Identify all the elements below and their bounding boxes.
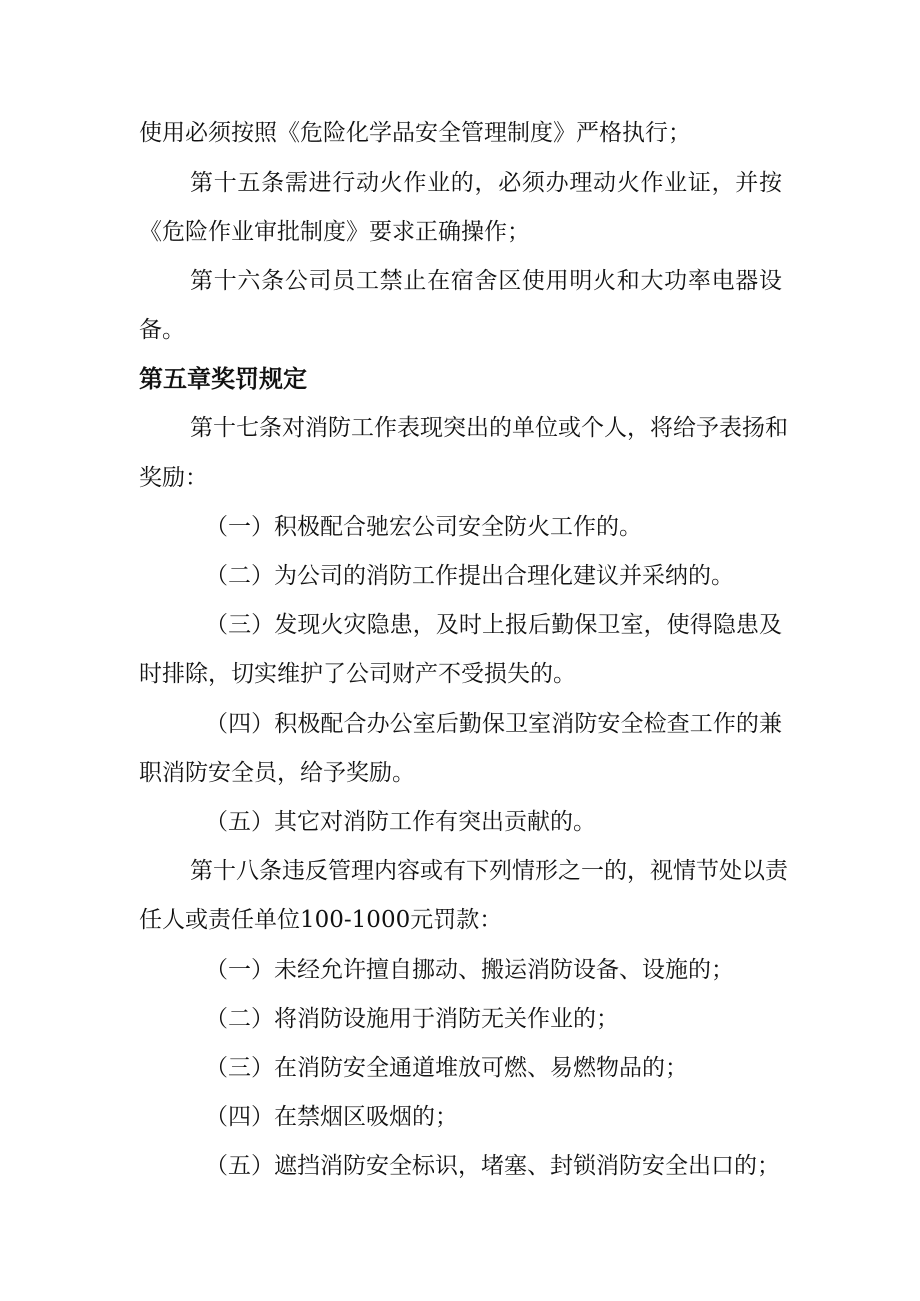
text-line: 第十八条违反管理内容或有下列情形之一的，视情节处以责 — [190, 858, 788, 884]
text-line: 使用必须按照《危险化学品安全管理制度》严格执行； — [139, 120, 691, 146]
text-line: 奖励： — [139, 465, 208, 491]
list-item: （三）在消防安全通道堆放可燃、易燃物品的； — [205, 1055, 688, 1081]
text-line: 任人或责任单位100-1000元罚款： — [139, 907, 503, 933]
section-heading: 第五章奖罚规定 — [139, 365, 307, 393]
list-item: （一）积极配合驰宏公司安全防火工作的。 — [205, 514, 642, 540]
list-item: （二）为公司的消防工作提出合理化建议并采纳的。 — [205, 563, 734, 589]
text-line: 第十七条对消防工作表现突出的单位或个人，将给予表扬和 — [190, 415, 788, 441]
text-line: 第十六条公司员工禁止在宿舍区使用明火和大功率电器设 — [190, 268, 782, 294]
text-line: 时排除，切实维护了公司财产不受损失的。 — [139, 661, 576, 687]
text-line: 备。 — [139, 317, 185, 343]
text-line: 职消防安全员，给予奖励。 — [139, 760, 415, 786]
list-item: （四）在禁烟区吸烟的； — [205, 1104, 458, 1130]
list-item: （三）发现火灾隐患，及时上报后勤保卫室，使得隐患及 — [205, 612, 782, 638]
text-line: 第十五条需进行动火作业的，必须办理动火作业证，并按 — [190, 170, 782, 196]
list-item: （五）遮挡消防安全标识，堵塞、封锁消防安全出口的； — [205, 1153, 780, 1179]
text-line: 《危险作业审批制度》要求正确操作； — [139, 219, 530, 245]
list-item: （二）将消防设施用于消防无关作业的； — [205, 1006, 619, 1032]
list-item: （一）未经允许擅自挪动、搬运消防设备、设施的； — [205, 957, 734, 983]
list-item: （五）其它对消防工作有突出贡献的。 — [205, 809, 596, 835]
list-item: （四）积极配合办公室后勤保卫室消防安全检查工作的兼 — [205, 711, 782, 737]
